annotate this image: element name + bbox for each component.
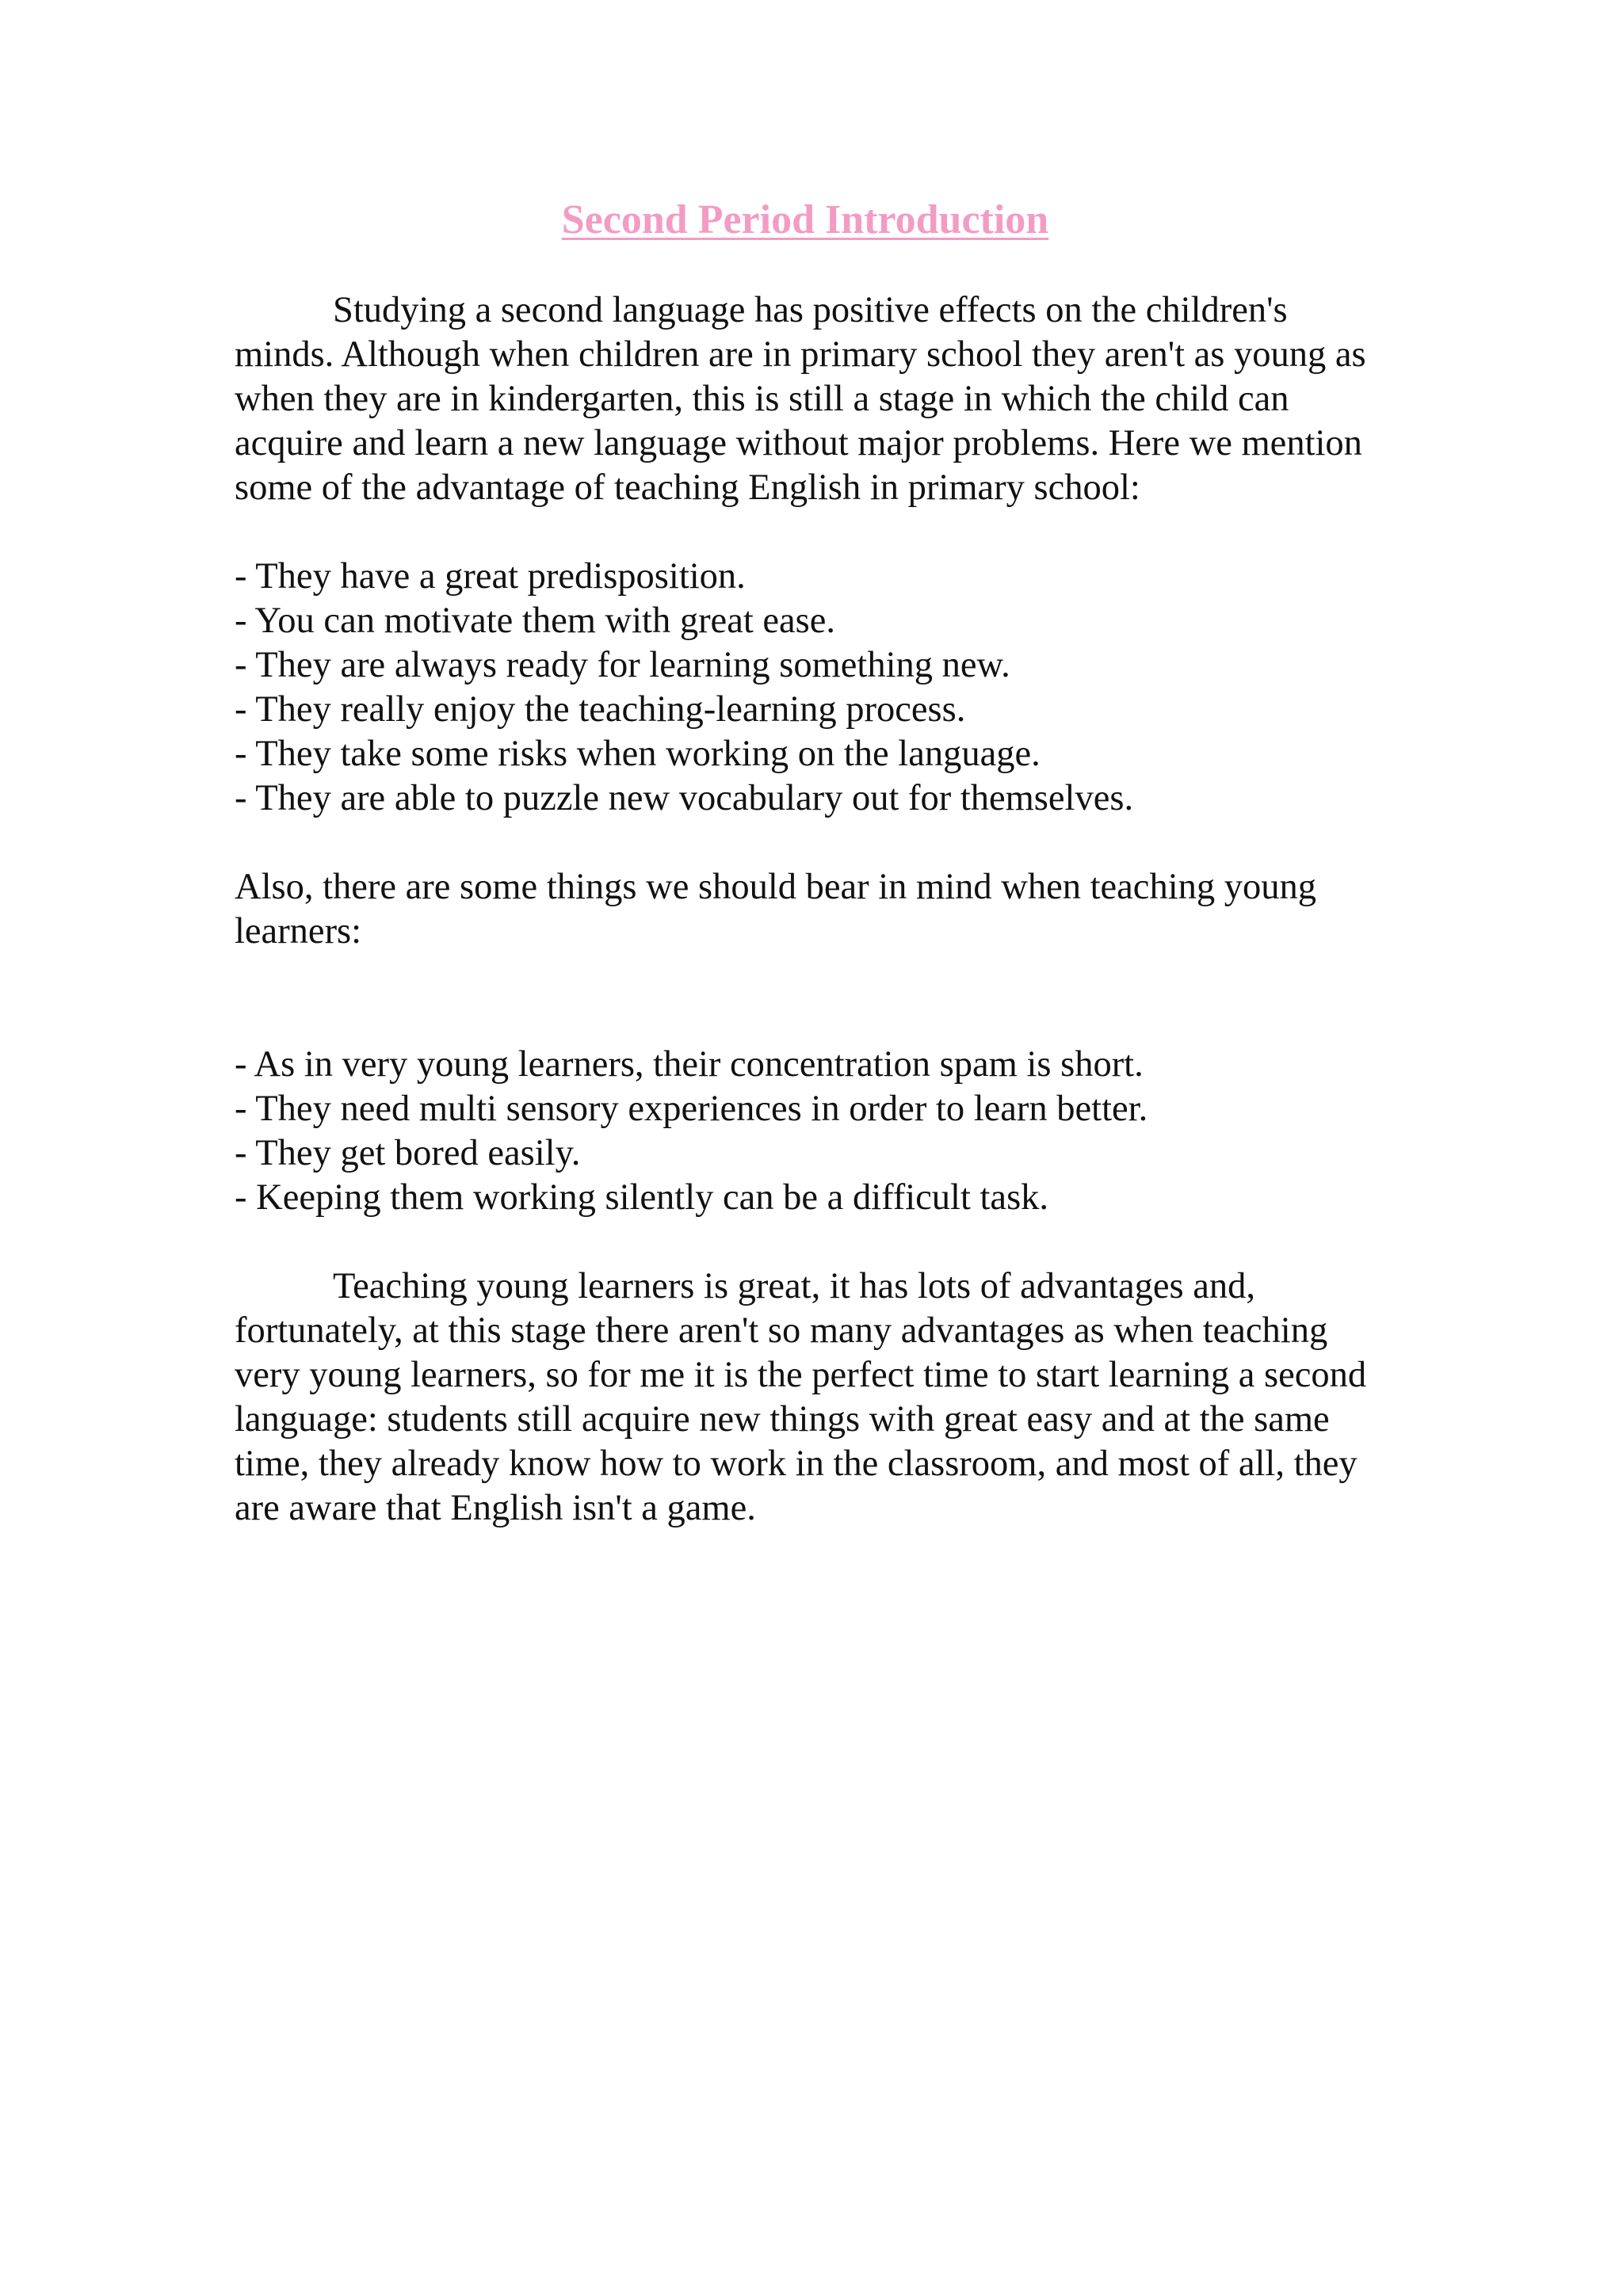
- spacer: [235, 954, 1392, 1043]
- advantages-list: [235, 555, 1392, 821]
- list-item: - As in very young learners, their concentration spam is short.: [235, 1044, 1144, 1085]
- list-item: - They need multi sensory experiences in order to learn better.: [235, 1089, 1148, 1129]
- considerations-list: [235, 1043, 1392, 1220]
- document-page: [235, 195, 1392, 1531]
- list-item: - They have a great predisposition.: [235, 556, 746, 597]
- list-item: - They are able to puzzle new vocabulary out for themselves.: [235, 778, 1134, 818]
- list-item: - They get bored easily.: [235, 1133, 581, 1173]
- list-item: - You can motivate them with great ease.: [235, 601, 836, 641]
- conclusion-paragraph: Teaching young learners is great, it has lots of advantages and, fortunately, at this stage there aren't so many advantages as when teaching very young learners, so for me it is the perfect time to start learning a second language: students still acquire new things with great easy and at the same time, they already know how to work in the classroom, and most of all, they are aware that English isn't a game.: [235, 1266, 1367, 1528]
- spacer: [235, 821, 1392, 865]
- intro-paragraph: Studying a second language has positive effects on the children's minds. Although when children are in primary school they aren't as young as when they are in kindergarten, this is still a stage in which the child can acquire and learn a new language without major problems. Here we mention some of the advantage of teaching English in primary school:: [235, 290, 1366, 508]
- spacer: [235, 510, 1392, 555]
- considerations-intro: Also, there are some things we should bear in mind when teaching young learners:: [235, 867, 1316, 952]
- list-item: - They take some risks when working on the language.: [235, 734, 1041, 774]
- list-item: - Keeping them working silently can be a difficult task.: [235, 1177, 1049, 1218]
- document-title: Second Period Introduction: [561, 197, 1049, 242]
- list-item: - They really enjoy the teaching-learning process.: [235, 689, 966, 730]
- spacer: [235, 1220, 1392, 1264]
- list-item: - They are always ready for learning something new.: [235, 645, 1010, 685]
